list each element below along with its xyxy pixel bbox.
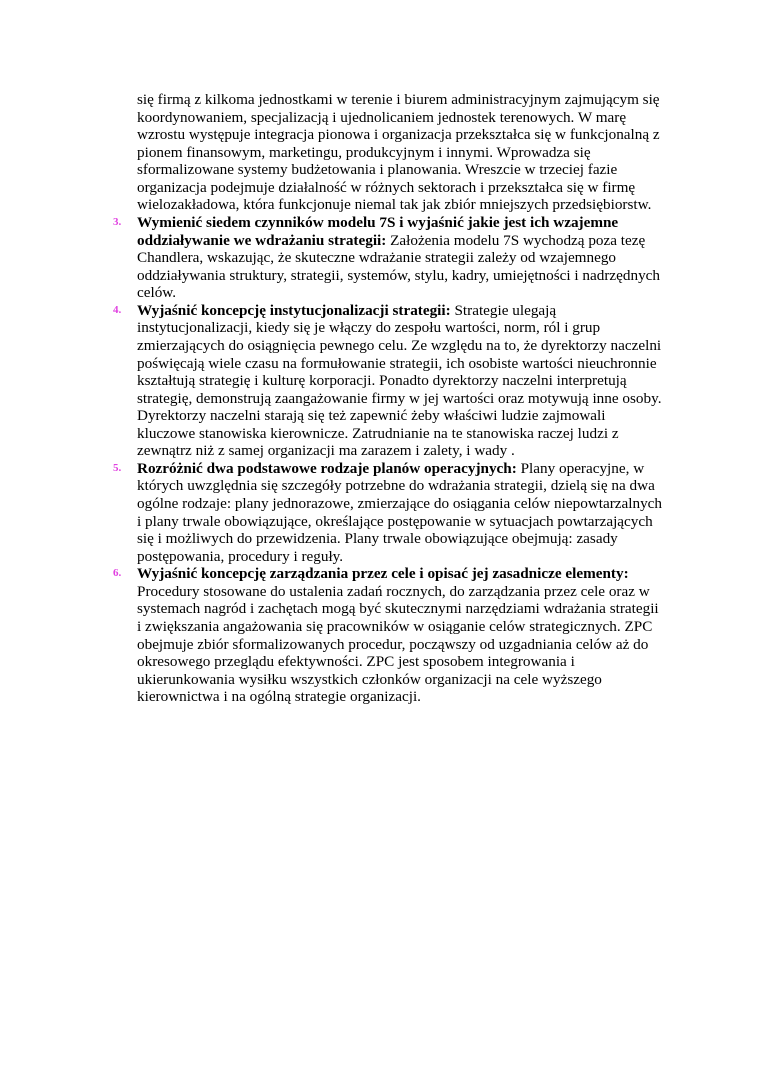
answer-line: strategię, demonstrują zaangażowanie firmy w jej wartości oraz motywują inne osoby. bbox=[137, 390, 662, 407]
answer-line: instytucjonalizacji, kiedy się je włączy do zespołu wartości, norm, ról i grup bbox=[137, 319, 601, 336]
list-number: 6. bbox=[113, 567, 122, 579]
answer-text: Założenia modelu 7S wychodzą poza tezę bbox=[386, 232, 646, 249]
answer-line: okresowego przeglądu efektywności. ZPC jest sposobem integrowania i bbox=[137, 653, 575, 670]
text-line: organizacja podejmuje działalność w różnych sektorach i przekształca się w firmę bbox=[137, 179, 636, 196]
question-line bbox=[137, 302, 556, 320]
answer-line: Dyrektorzy naczelni starają się też zapewnić żeby właściwi ludzie zajmowali bbox=[137, 407, 606, 424]
answer-line: systemach nagród i zachętach mogą być skutecznymi narzędziami wdrażania strategii bbox=[137, 600, 659, 617]
text-line: się firmą z kilkoma jednostkami w terenie i biurem administracyjnym zajmującym się bbox=[137, 91, 660, 108]
answer-line: oddziaływania struktury, strategii, systemów, stylu, kadry, umiejętności i nadrzędnych bbox=[137, 267, 660, 284]
question-line bbox=[137, 214, 618, 232]
question-text: Wyjaśnić koncepcję instytucjonalizacji strategii: bbox=[137, 302, 451, 319]
answer-line: celów. bbox=[137, 284, 177, 301]
answer-line: obejmuje zbiór sformalizowanych procedur, począwszy od uzgadniania celów aż do bbox=[137, 636, 649, 653]
question-line bbox=[137, 460, 644, 478]
question-text: oddziaływanie we wdrażaniu strategii: bbox=[137, 232, 387, 249]
question-text: Wymienić siedem czynników modelu 7S i wyjaśnić jakie jest ich wzajemne bbox=[137, 214, 619, 231]
question-text: Wyjaśnić koncepcję zarządzania przez cele i opisać jej zasadnicze elementy: bbox=[137, 565, 629, 582]
answer-line: poświęcają wiele czasu na formułowanie strategii, ich osobiste wartości nieuchronnie bbox=[137, 355, 657, 372]
answer-line: Procedury stosowane do ustalenia zadań rocznych, do zarządzania przez cele oraz w bbox=[137, 583, 650, 600]
list-number: 4. bbox=[113, 304, 122, 316]
question-line bbox=[137, 232, 645, 250]
answer-line: postępowania, procedury i reguły. bbox=[137, 548, 344, 565]
answer-line: kształtują strategię i kulturę korporacji. Ponadto dyrektorzy naczelni interpretują bbox=[137, 372, 627, 389]
answer-line: zmierzających do osiągnięcia pewnego celu. Ze względu na to, że dyrektorzy naczelni bbox=[137, 337, 662, 354]
text-line: pionem finansowym, marketingu, produkcyjnym i innymi. Wprowadza się bbox=[137, 144, 591, 161]
answer-line: i zwiększania angażowania się pracowników w osiąganie celów strategicznych. ZPC bbox=[137, 618, 653, 635]
answer-text: Strategie ulegają bbox=[450, 302, 557, 319]
text-line: wielozakładowa, która funkcjonuje niemal tak jak zbiór mniejszych przedsiębiorstw. bbox=[137, 196, 652, 213]
answer-text: Plany operacyjne, w bbox=[516, 460, 645, 477]
answer-line: i plany trwale obowiązujące, określające postępowanie w sytuacjach powtarzających bbox=[137, 513, 653, 530]
answer-line: ukierunkowania wysiłku wszystkich członków organizacji na cele wyższego bbox=[137, 671, 602, 688]
answer-line: kluczowe stanowiska kierownicze. Zatrudnianie na te stanowiska raczej ludzi z bbox=[137, 425, 619, 442]
answer-line: zewnątrz niż z samej organizacji ma zarazem i zalety, i wady . bbox=[137, 442, 515, 459]
answer-line: których uwzględnia się szczegóły potrzebne do wdrażania strategii, dzielą się na dwa bbox=[137, 477, 655, 494]
answer-line: ogólne rodzaje: plany jednorazowe, zmierzające do osiągania celów niepowtarzalnych bbox=[137, 495, 662, 512]
question-line bbox=[137, 565, 629, 583]
list-number: 3. bbox=[113, 216, 122, 228]
text-line: sformalizowane systemy budżetowania i planowania. Wreszcie w trzeciej fazie bbox=[137, 161, 618, 178]
text-line: wzrostu występuje integracja pionowa i organizacja przekształca się w funkcjonalną z bbox=[137, 126, 660, 143]
list-number: 5. bbox=[113, 462, 122, 474]
answer-line: Chandlera, wskazując, że skuteczne wdrażanie strategii zależy od wzajemnego bbox=[137, 249, 617, 266]
answer-line: się i możliwych do przewidzenia. Plany trwale obowiązujące obejmują: zasady bbox=[137, 530, 618, 547]
answer-line: kierownictwa i na ogólną strategie organizacji. bbox=[137, 688, 421, 705]
question-text: Rozróżnić dwa podstawowe rodzaje planów operacyjnych: bbox=[137, 460, 517, 477]
text-line: koordynowaniem, specjalizacją i ujednolicaniem jednostek terenowych. W marę bbox=[137, 109, 627, 126]
